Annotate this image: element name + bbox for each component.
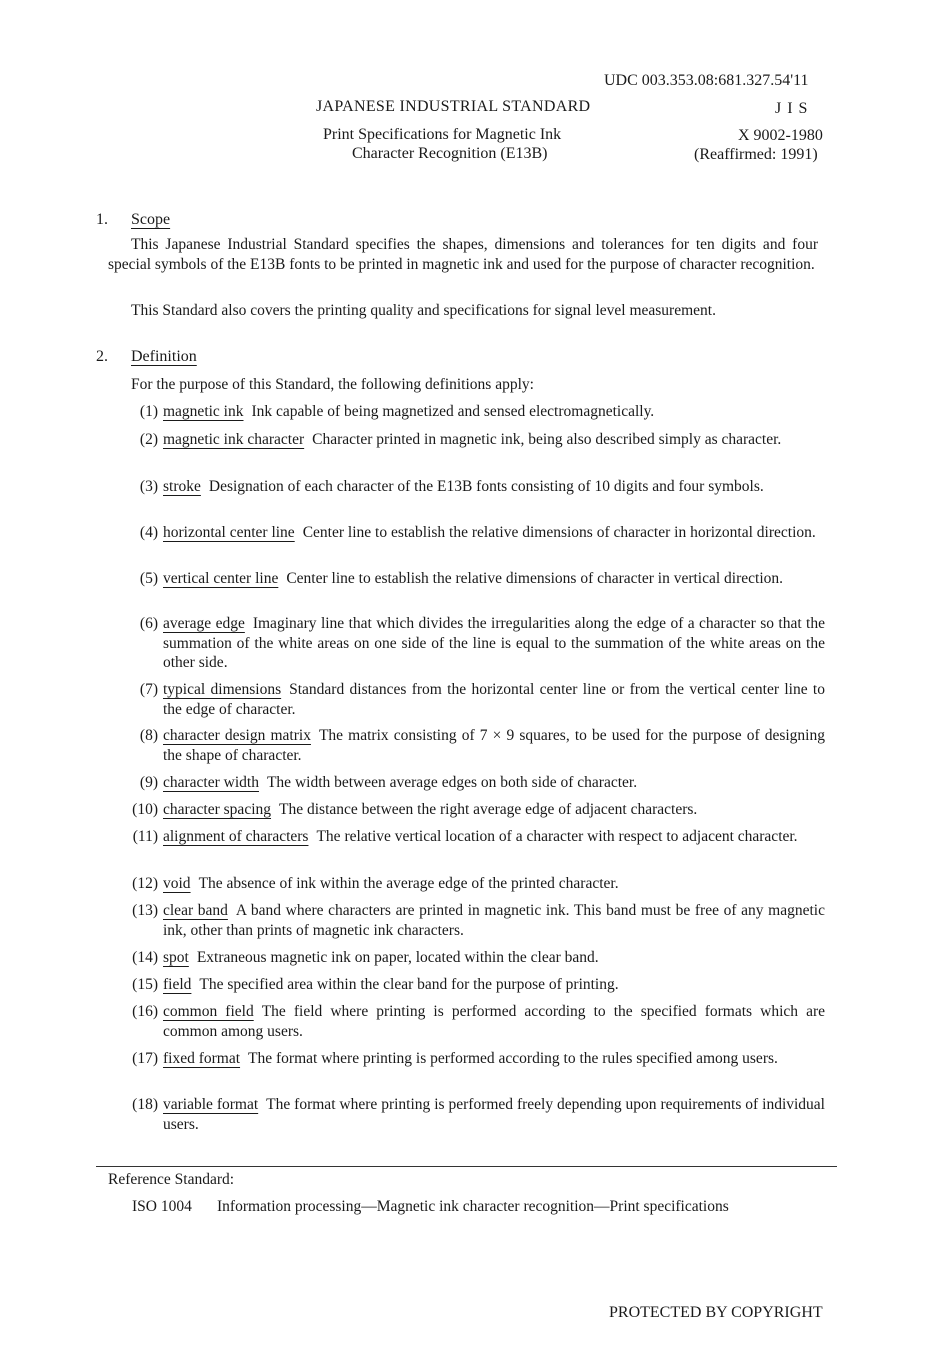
- definition-number: (2): [139, 431, 158, 448]
- definition-text: The relative vertical location of a character with respect to adjacent character.: [316, 828, 798, 845]
- definition-number: (11): [132, 828, 158, 845]
- definition-term: fixed format: [163, 1050, 241, 1067]
- section-title-definition: Definition: [131, 348, 197, 365]
- definition-term: character design matrix: [163, 727, 311, 744]
- reference-text: Information processing—Magnetic ink character recognition—Print specifications: [217, 1198, 729, 1215]
- definition-number: (15): [132, 976, 158, 993]
- definition-term: magnetic ink character: [163, 431, 305, 448]
- definition-text: The format where printing is performed freely depending upon requirements of individual users.: [163, 1096, 825, 1133]
- section-title-scope: Scope: [131, 211, 171, 228]
- standard-org: JAPANESE INDUSTRIAL STANDARD: [316, 98, 591, 115]
- section-number: 1.: [96, 211, 108, 228]
- section-number: 2.: [96, 348, 108, 365]
- definition-term: average edge: [163, 615, 245, 632]
- definition-text: A band where characters are printed in magnetic ink. This band must be free of any magnetic ink, other than prints of magnetic ink characters.: [163, 902, 825, 939]
- definition-term: void: [163, 875, 191, 892]
- definition-text: The width between average edges on both side of character.: [266, 774, 638, 791]
- definition-text: Center line to establish the relative dimensions of character in horizontal direction.: [302, 524, 816, 541]
- definition-number: (4): [139, 524, 158, 541]
- definition-text: Standard distances from the horizontal center line or from the vertical center line to the edge of character.: [163, 681, 825, 718]
- definition-number: (13): [132, 902, 158, 919]
- definition-number: (18): [132, 1096, 158, 1113]
- scope-paragraph: This Japanese Industrial Standard specifies the shapes, dimensions and tolerances for ten digits and four special symbols of the E13B fonts to be printed in magnetic ink and used for the purpose of character recognition.: [108, 236, 818, 273]
- definition-number: (6): [139, 615, 158, 632]
- definition-term: horizontal center line: [163, 524, 295, 541]
- definition-number: (9): [139, 774, 158, 791]
- definition-term: spot: [163, 949, 189, 966]
- definition-number: (7): [139, 681, 158, 698]
- definition-text: The distance between the right average edge of adjacent characters.: [279, 801, 698, 818]
- jis-label: J I S: [775, 100, 809, 117]
- scope-paragraph: This Standard also covers the printing quality and specifications for signal level measurement.: [131, 302, 716, 319]
- definition-text: The absence of ink within the average edge of the printed character.: [198, 875, 619, 892]
- definition-number: (10): [132, 801, 158, 818]
- definition-term: vertical center line: [163, 570, 279, 587]
- definition-text: Extraneous magnetic ink on paper, located within the clear band.: [196, 949, 599, 966]
- definition-text: The field where printing is performed according to the specified formats which are common among users.: [163, 1003, 825, 1040]
- definition-text: The matrix consisting of 7 × 9 squares, to be used for the purpose of designing the shape of character.: [163, 727, 825, 764]
- definition-term: magnetic ink: [163, 403, 244, 420]
- definition-number: (1): [139, 403, 158, 420]
- definition-term: typical dimensions: [163, 681, 282, 698]
- definition-text: Designation of each character of the E13B fonts consisting of 10 digits and four symbols.: [208, 478, 764, 495]
- standard-number: X 9002-1980: [738, 127, 823, 144]
- definition-term: alignment of characters: [163, 828, 309, 845]
- definition-number: (8): [139, 727, 158, 744]
- definition-term: character width: [163, 774, 259, 791]
- definition-number: (17): [132, 1050, 158, 1067]
- reference-label: Reference Standard:: [108, 1171, 235, 1188]
- definition-number: (16): [132, 1003, 158, 1020]
- definition-number: (3): [139, 478, 158, 495]
- reference-code: ISO 1004: [132, 1198, 192, 1215]
- reference-divider: [96, 1166, 837, 1167]
- definition-number: (5): [139, 570, 158, 587]
- definition-number: (14): [132, 949, 158, 966]
- definition-term: variable format: [163, 1096, 259, 1113]
- reaffirmed-date: (Reaffirmed: 1991): [694, 146, 818, 163]
- title-line-1: Print Specifications for Magnetic Ink: [323, 126, 562, 143]
- definition-term: character spacing: [163, 801, 272, 818]
- definition-term: clear band: [163, 902, 228, 919]
- definition-text: Ink capable of being magnetized and sensed electromagnetically.: [251, 403, 655, 420]
- udc-code: UDC 003.353.08:681.327.54'11: [604, 72, 809, 89]
- definition-intro: For the purpose of this Standard, the following definitions apply:: [131, 376, 534, 393]
- definition-text: Character printed in magnetic ink, being also described simply as character.: [312, 431, 782, 448]
- definition-text: Imaginary line that which divides the irregularities along the edge of a character so that the summation of the white areas on one side of the line is equal to the summation of the white areas on the other side.: [163, 615, 825, 671]
- copyright-notice: PROTECTED BY COPYRIGHT: [609, 1304, 823, 1321]
- definition-term: common field: [163, 1003, 254, 1020]
- definition-number: (12): [132, 875, 158, 892]
- definition-text: The format where printing is performed according to the rules specified among users.: [248, 1050, 778, 1067]
- definition-text: The specified area within the clear band for the purpose of printing.: [199, 976, 619, 993]
- title-line-2: Character Recognition (E13B): [352, 145, 548, 162]
- definition-term: field: [163, 976, 192, 993]
- definition-text: Center line to establish the relative dimensions of character in vertical direction.: [286, 570, 784, 587]
- definition-term: stroke: [163, 478, 201, 495]
